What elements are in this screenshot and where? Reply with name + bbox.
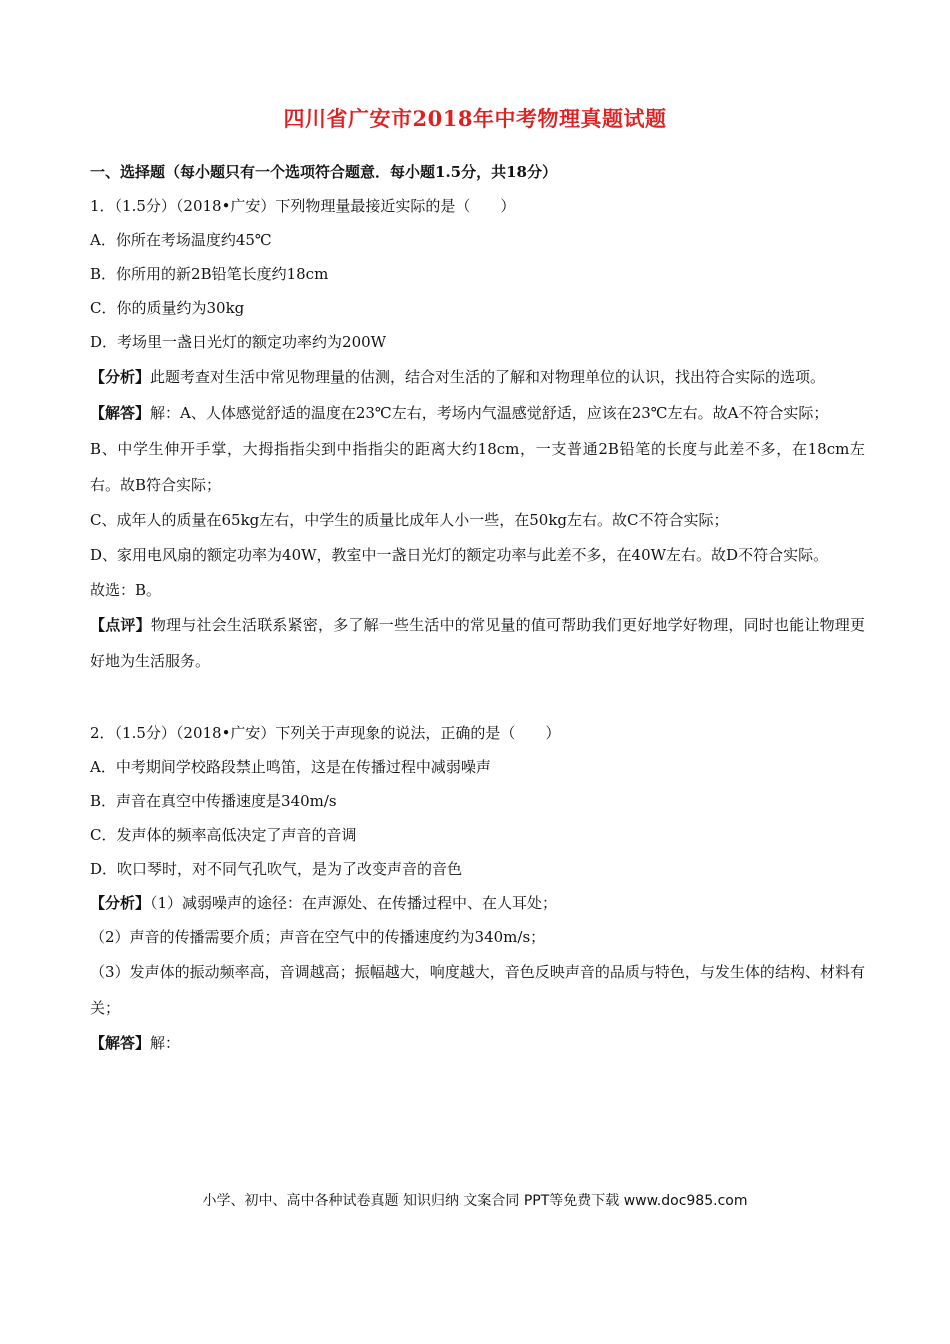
question-1-answer-d: D、家用电风扇的额定功率为40W，教室中一盏日光灯的额定功率与此差不多，在40W左右。故D不符合实际。 <box>90 546 829 564</box>
question-2-option-a: A．中考期间学校路段禁止鸣笛，这是在传播过程中减弱噪声 <box>90 758 491 776</box>
question-1-comment <box>90 607 865 679</box>
comment-tag: 【点评】 <box>90 616 151 634</box>
page-title: 四川省广安市2018年中考物理真题试题 <box>283 106 667 131</box>
question-2-option-c: C．发声体的频率高低决定了声音的音调 <box>90 826 357 844</box>
question-2-analysis-3: （3）发声体的振动频率高，音调越高；振幅越大，响度越大，音色反映声音的品质与特色，与发生体的结构、材料有关； <box>90 963 865 1017</box>
question-2-answer <box>90 1026 865 1060</box>
question-gap <box>90 679 865 716</box>
question-2-option-d: D．吹口琴时，对不同气孔吹气，是为了改变声音的音色 <box>90 860 463 878</box>
question-1-answer-b: B、中学生伸开手掌，大拇指指尖到中指指尖的距离大约18cm，一支普通2B铅笔的长度与此差不多，在18cm左右。故B符合实际； <box>90 440 865 494</box>
question-1-choice: 故选：B。 <box>90 581 162 599</box>
question-2-analysis-2: （2）声音的传播需要介质；声音在空气中的传播速度约为340m/s； <box>90 928 546 946</box>
question-1-answer <box>90 395 865 431</box>
comment-text: 物理与社会生活联系紧密，多了解一些生活中的常见量的值可帮助我们更好地学好物理，同时也能让物理更好地为生活服务。 <box>90 616 865 670</box>
question-2-stem: 2．（1.5分）（2018•广安）下列关于声现象的说法，正确的是（ ） <box>90 724 561 742</box>
answer-tag: 【解答】 <box>90 1034 151 1052</box>
analysis-text: 此题考查对生活中常见物理量的估测，结合对生活的了解和对物理单位的认识，找出符合实际的选项。 <box>150 368 826 386</box>
question-1-option-b: B．你所用的新2B铅笔长度约18cm <box>90 265 329 283</box>
section-heading: 一、选择题（每小题只有一个选项符合题意．每小题1.5分，共18分） <box>90 163 557 181</box>
question-1-analysis <box>90 359 865 395</box>
analysis-item-1: （1）减弱噪声的途径：在声源处、在传播过程中、在人耳处； <box>150 894 558 912</box>
document-body <box>90 155 865 1060</box>
page-footer[interactable]: 小学、初中、高中各种试卷真题 知识归纳 文案合同 PPT等免费下载 www.doc985.com <box>202 1193 748 1209</box>
answer-tag: 【解答】 <box>90 404 151 422</box>
question-1-answer-c: C、成年人的质量在65kg左右，中学生的质量比成年人小一些，在50kg左右。故C不符合实际； <box>90 511 729 529</box>
question-1-option-c: C．你的质量约为30kg <box>90 299 245 317</box>
question-1-option-d: D．考场里一盏日光灯的额定功率约为200W <box>90 333 387 351</box>
question-1-option-a: A．你所在考场温度约45℃ <box>90 231 272 249</box>
question-2-analysis <box>90 886 865 920</box>
answer-text: 解： <box>150 1034 181 1052</box>
question-1-stem: 1．（1.5分）（2018•广安）下列物理量最接近实际的是（ ） <box>90 197 516 215</box>
question-2-option-b: B．声音在真空中传播速度是340m/s <box>90 792 337 810</box>
answer-text: 解：A、人体感觉舒适的温度在23℃左右，考场内气温感觉舒适，应该在23℃左右。故A不符合实际； <box>150 404 829 422</box>
analysis-tag: 【分析】 <box>90 894 151 912</box>
analysis-tag: 【分析】 <box>90 368 151 386</box>
